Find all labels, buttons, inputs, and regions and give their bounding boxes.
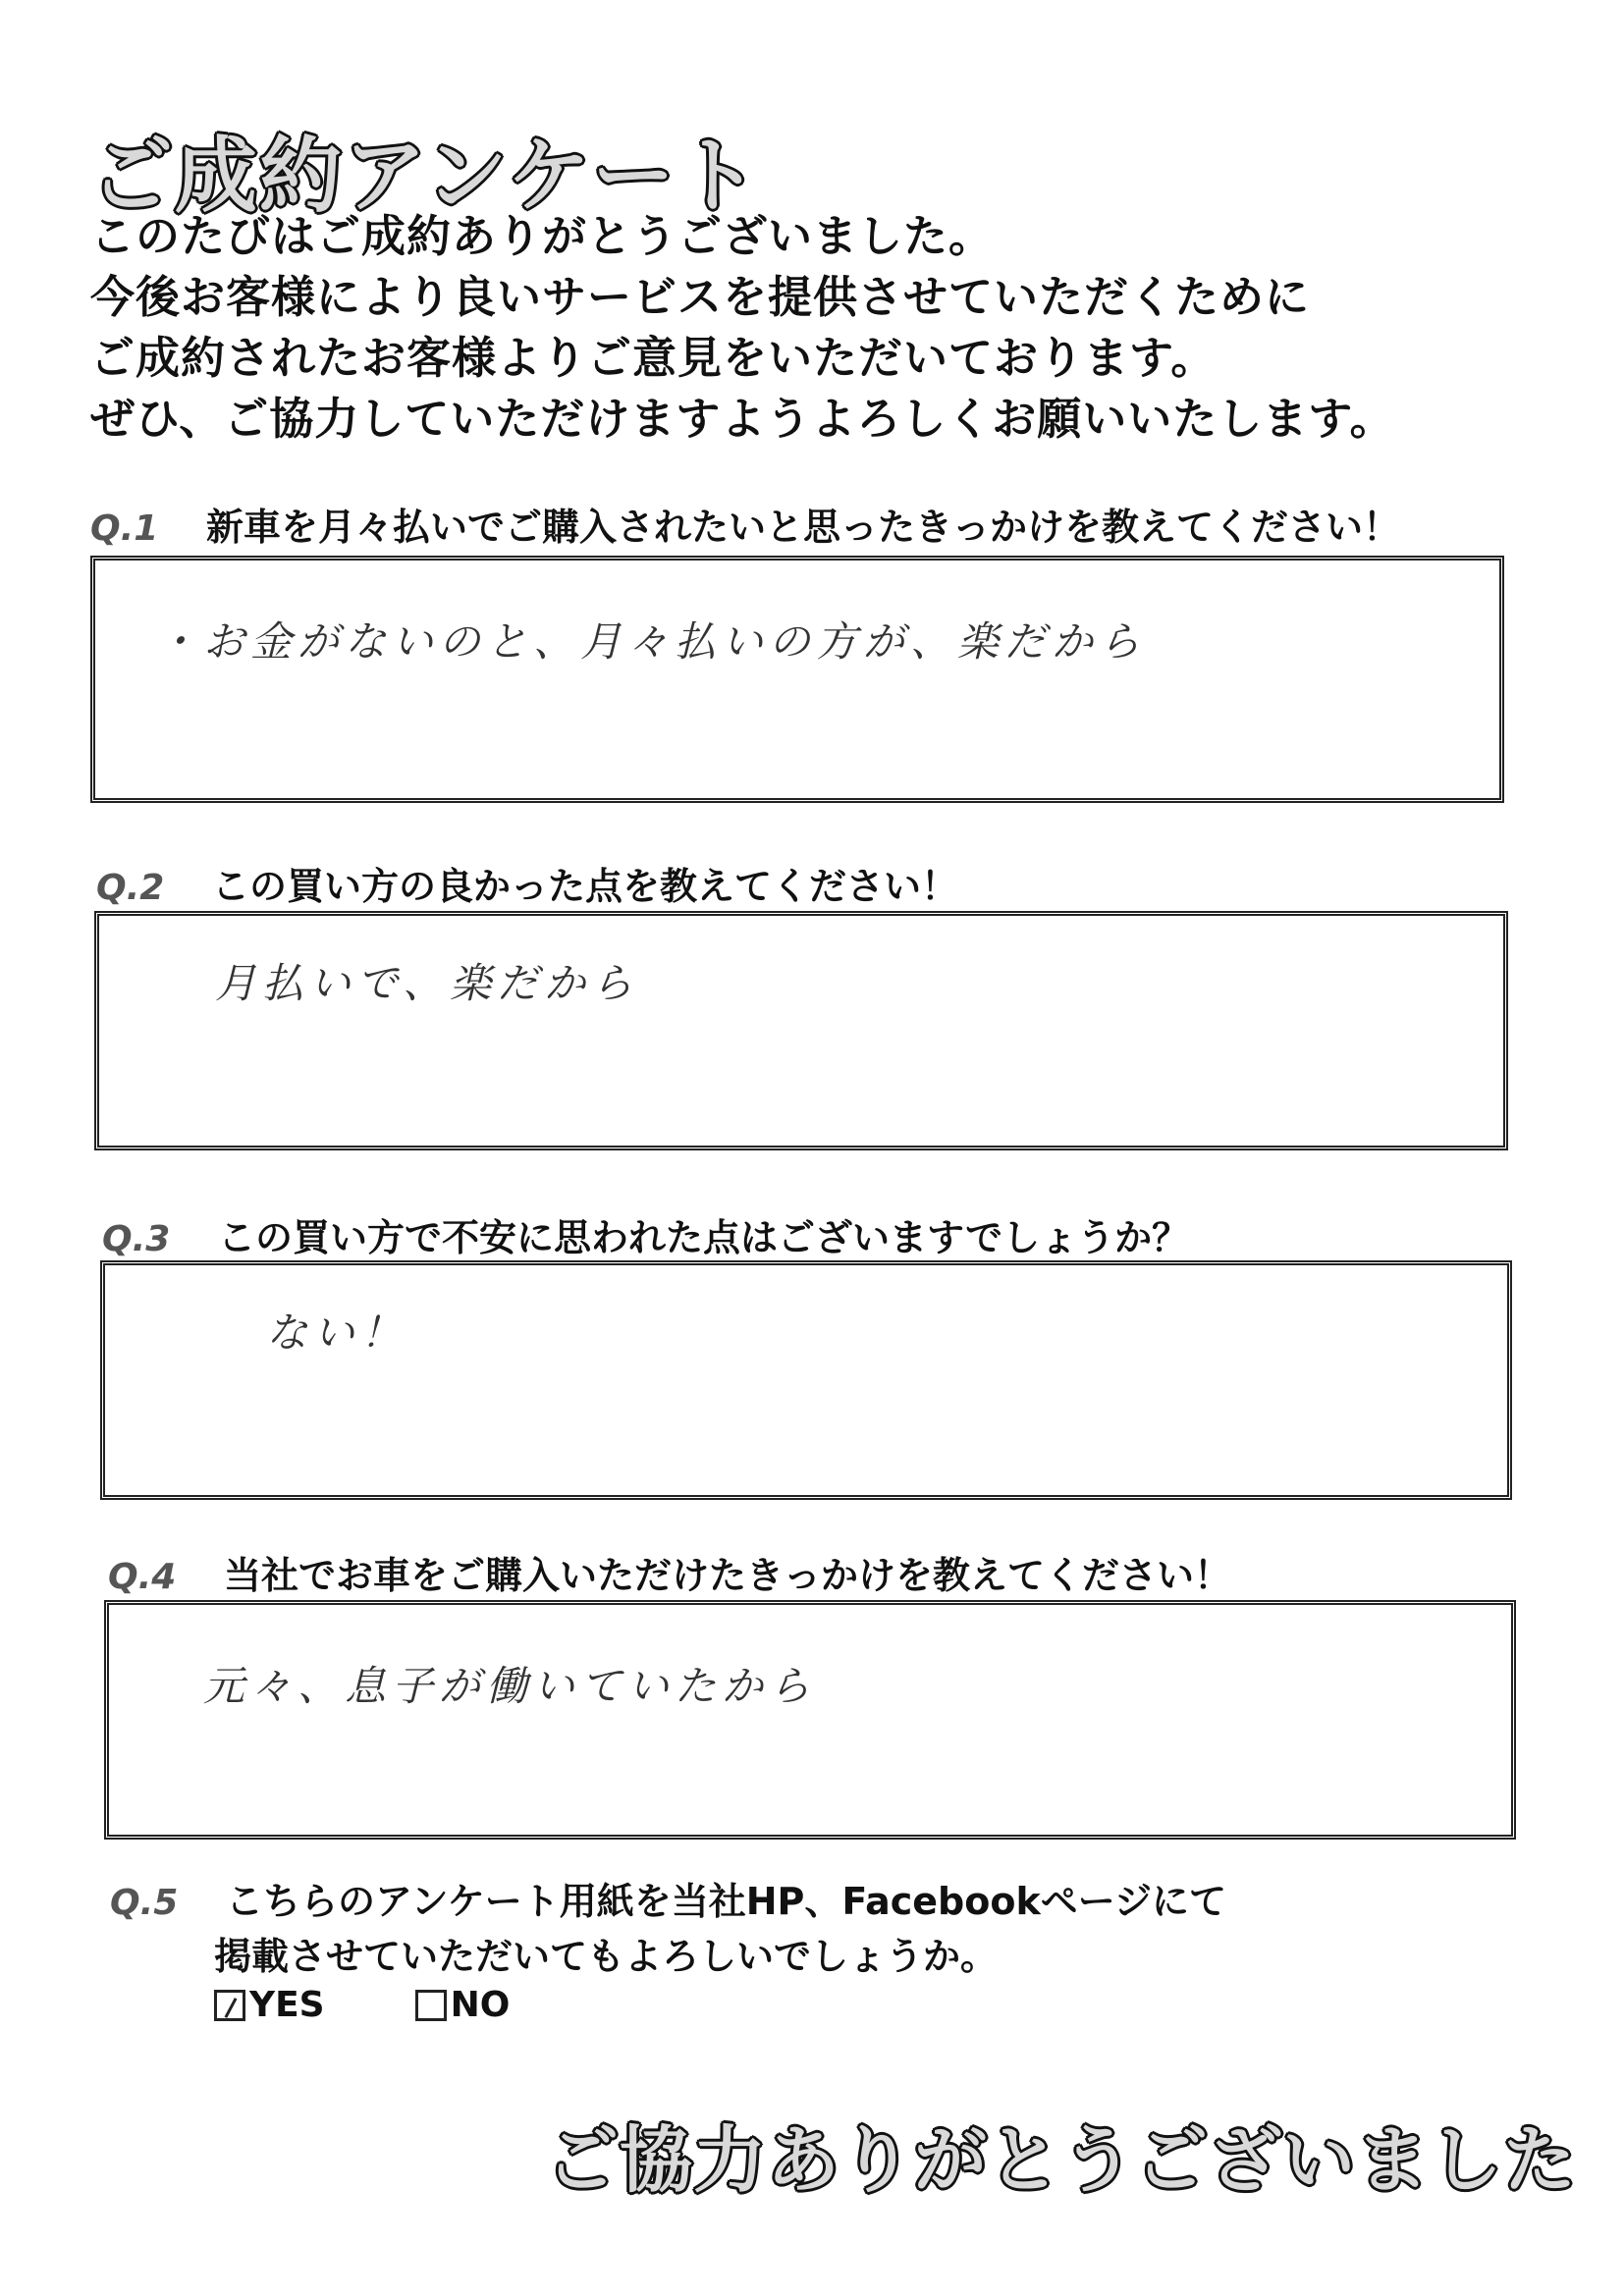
question-number: Q.1 <box>90 508 159 549</box>
answer-box-1[interactable] <box>90 556 1504 803</box>
intro-text <box>90 206 1563 450</box>
question-5 <box>110 1871 1226 1925</box>
option-no[interactable] <box>415 1985 511 2025</box>
publish-consent-options <box>214 1985 510 2025</box>
question-number: Q.2 <box>96 868 165 908</box>
page-title: ご成約アンケート <box>90 128 761 224</box>
intro-line: このたびはご成約ありがとうございました。 <box>90 210 995 262</box>
intro-line: ぜひ、ご協力していただけますようよろしくお願いいたします。 <box>90 393 1395 445</box>
question-3 <box>102 1207 1189 1261</box>
option-yes[interactable] <box>214 1985 325 2025</box>
option-label: YES <box>249 1985 325 2025</box>
question-text: 新車を月々払いでご購入されたいと思ったきっかけを教えてください！ <box>206 506 1401 549</box>
question-text: この買い方で不安に思われた点はございますでしょうか？ <box>218 1216 1190 1259</box>
answer-box-3[interactable] <box>100 1260 1512 1500</box>
handwritten-answer: 月払いで、楽だから <box>215 959 639 1007</box>
question-number: Q.5 <box>110 1883 179 1923</box>
question-number: Q.3 <box>102 1219 171 1259</box>
question-number: Q.4 <box>108 1557 177 1597</box>
answer-box-2[interactable] <box>94 911 1508 1150</box>
question-text: この買い方の良かった点を教えてください！ <box>212 865 959 908</box>
handwritten-answer: ・お金がないのと、月々払いの方が、楽だから <box>156 617 1147 666</box>
intro-line: ご成約されたお客様よりご意見をいただいております。 <box>90 332 1217 384</box>
thank-you-footer: ご協力ありがとうございました <box>546 2118 1577 2203</box>
checkbox-empty-icon[interactable] <box>415 1990 447 2021</box>
handwritten-answer: ない！ <box>266 1308 408 1357</box>
handwritten-answer: 元々、息子が働いていたから <box>203 1662 817 1710</box>
question-4 <box>108 1545 1231 1599</box>
question-text: 当社でお車をご購入いただけたきっかけを教えてください！ <box>224 1554 1232 1597</box>
question-text: こちらのアンケート用紙を当社HP、Facebookページにて <box>226 1880 1226 1923</box>
option-label: NO <box>450 1985 511 2025</box>
answer-box-4[interactable] <box>104 1600 1516 1840</box>
intro-line: 今後お客様により良いサービスを提供させていただくために <box>90 271 1311 323</box>
question-1 <box>90 497 1400 551</box>
question-2 <box>96 856 958 910</box>
checkbox-checked-icon[interactable] <box>214 1990 245 2021</box>
question-5-line-2: 掲載させていただいてもよろしいでしょうか。 <box>214 1935 999 1978</box>
